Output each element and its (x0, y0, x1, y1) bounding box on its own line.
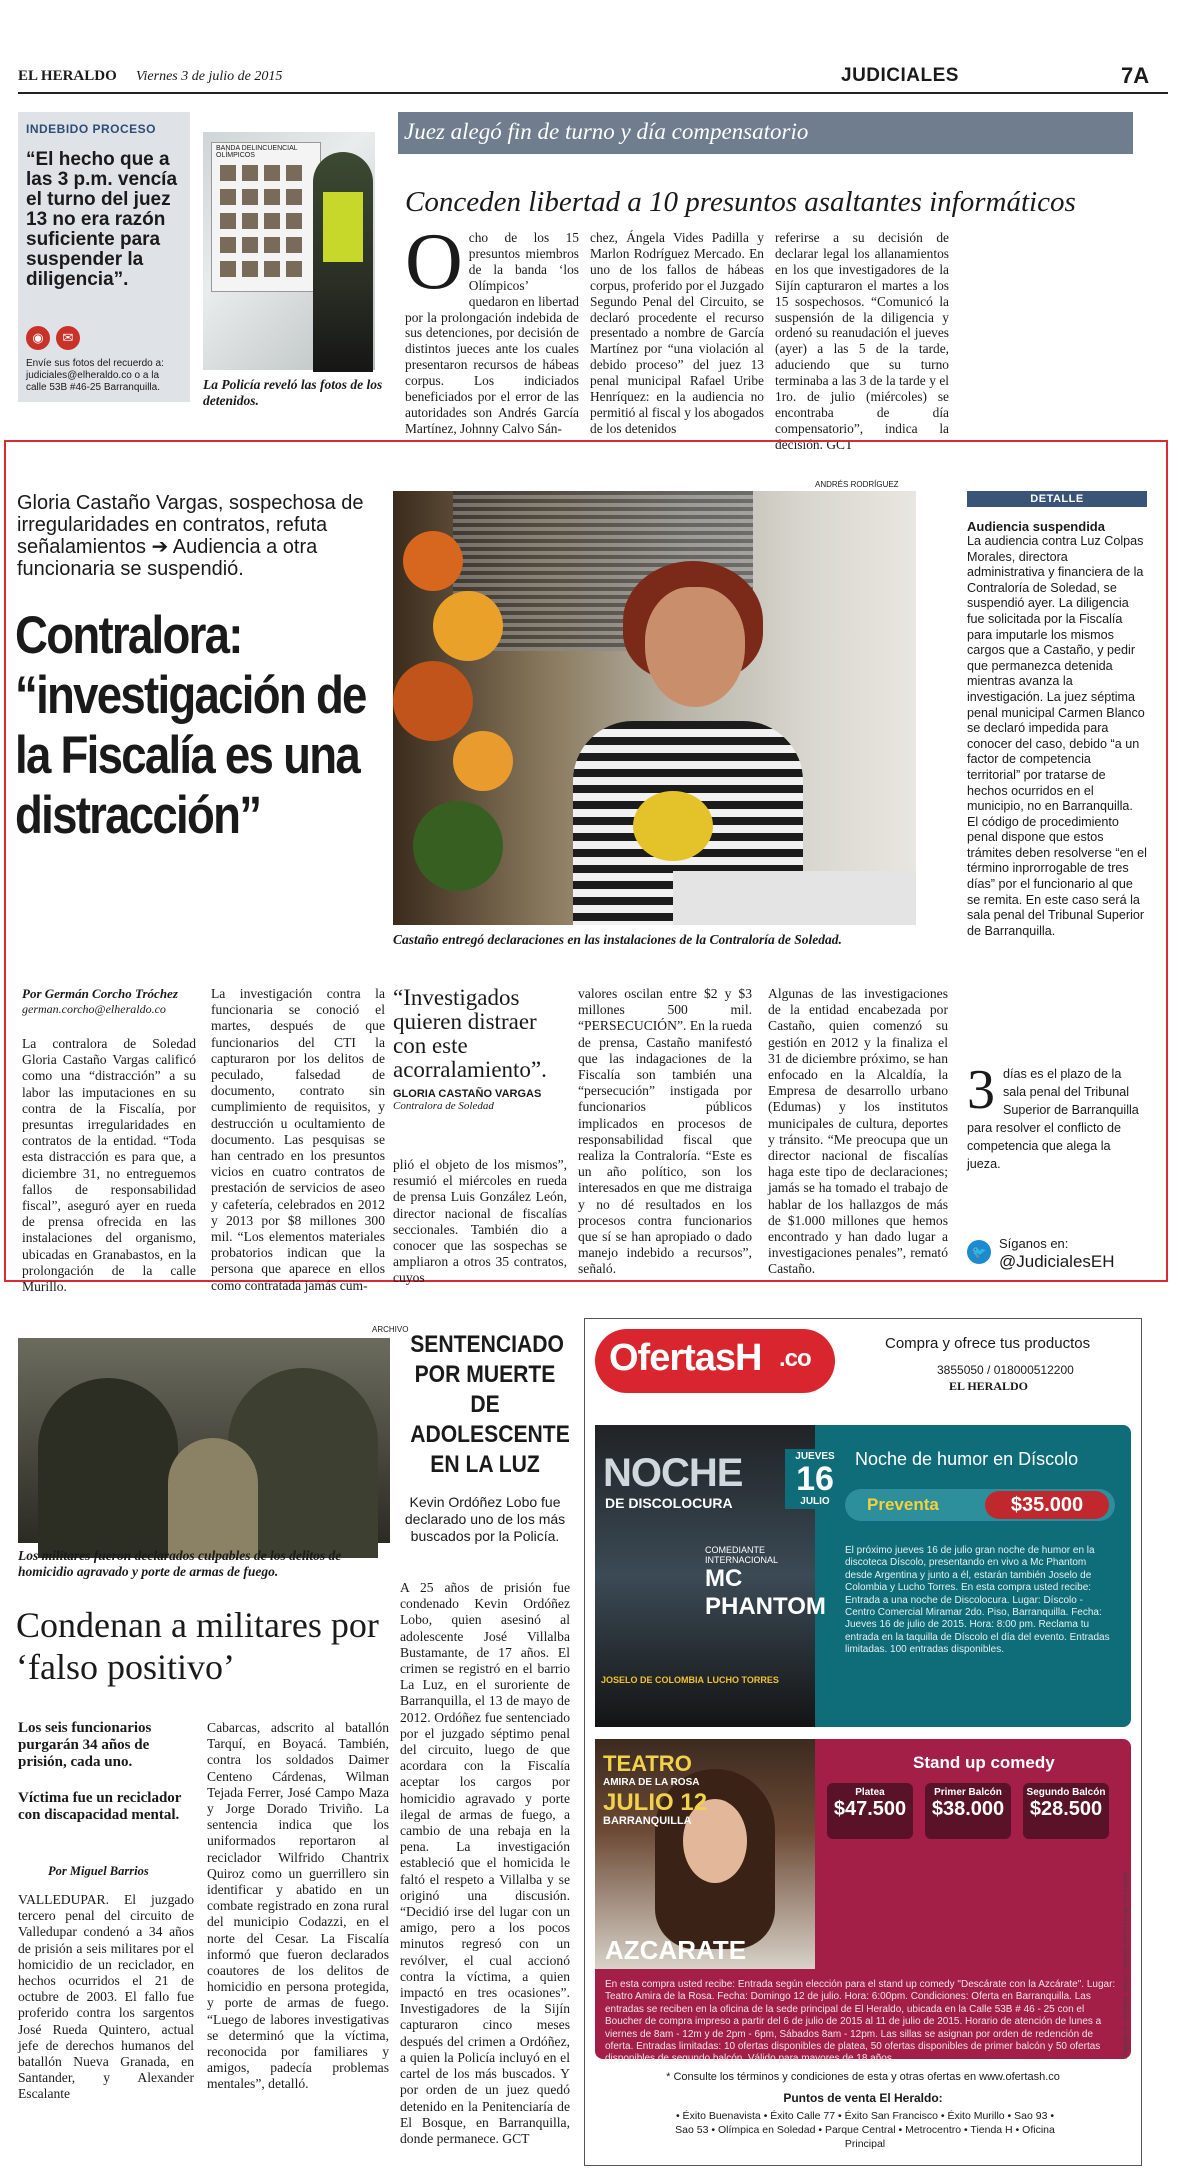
event-1-image (595, 1425, 826, 1727)
event-1-price[interactable] (845, 1489, 1115, 1521)
issue-date: Viernes 3 de julio de 2015 (136, 69, 283, 84)
police-photo (203, 132, 375, 370)
detail-body: La audiencia contra Luz Colpas Morales, directora administrativa y financiera de la Contraloría de Soledad, se suspendió ayer. La diligencia fue solicitada por la Fiscalía para imputarle los mismos cargos que a Castaño, y pedir que permanezca detenida mientras avanza la investigación. La juez séptima penal municipal Carmen Blanco se declaró impedida para conocer del caso, debido “a un factor de competencia territorial” por tratarse de hechos ocurridos en el municipio, no en Barranquilla. El código de procedimiento penal dispone que estos trámites deben resolverse “en el término inprorrogable de tres días” por el funcionario al que se remita. En este caso será la sala penal del Tribunal Superior de Barranquilla. (967, 534, 1147, 938)
military-photo-caption: Los militares fueron declarados culpables de los delitos de homicidio agravado y porte de armas de fuego. (18, 1548, 342, 1579)
event-2-image-t2: AMIRA DE LA ROSA (603, 1777, 700, 1788)
event-2-image-t1: TEATRO (603, 1751, 692, 1776)
top-headline: Conceden libertad a 10 presuntos asaltantes informáticos (405, 186, 1076, 218)
twitter-bird-icon: 🐦 (967, 1240, 991, 1264)
ad-slogan: Compra y ofrece tus productos (885, 1335, 1091, 1352)
mail-icon: ✉ (56, 326, 80, 350)
main-col-5: Algunas de las investigaciones de la entidad encabezada por Castaño, quien comenzó su gestión en 2012 y la finaliza el 31 de diciembre próximo, se han enfocado en la Alcaldía, la Empresa de desarrollo urbano (Edumas) y los institutos municipales de cultura, deportes y tránsito. “Me preocupa que un director nacional de fiscalías haga este tipo de declaraciones; jamás se ha tomado el trabajo de hablar de los hallazgos de más de $1.000 millones que hemos encontrado y han dado lugar a investigaciones penales”, remató Castaño. (768, 986, 948, 1277)
pull-quote-role: Contralora de Soledad (393, 1100, 494, 1112)
main-col-4: valores oscilan entre $2 y $3 millones 500 mil. “PERSECUCIÓN”. En la rueda de prensa, Castaño manifestó que las indagaciones de la Fiscalía son también una “persecución” instigada por funcionarios públicos implicados en procesos de responsabilidad fiscal que realiza la Contraloría. “Este es un año político, son los interesados en que me distraiga y no dé resultados en los procesos contra funcionarios que sí se han apropiado o dado manejo indebido a recursos”, señaló. (578, 986, 752, 1277)
event-1-day-label: JUEVES (795, 1451, 835, 1462)
price-segundo-balcon-label: Segundo Balcón (1026, 1787, 1106, 1798)
top-story-body (405, 218, 1135, 452)
detail-title: Audiencia suspendida (967, 519, 1105, 534)
military-col-2: Cabarcas, adscrito al batallón Tarquí, en Boyacá. También, contra los soldados Daimer Centeno Cárdenas, Wilman Tejada Ferrer, José Campo Maza y Jorge Dorado Triviño. La sentencia indica que los uniformados reportaron al reciclador Wilfrido Chantrix Quiroz como un guerrillero sin identificar y abatido en un combate registrado en zona rural del municipio Codazzi, en el norte del Cesar. La Fiscalía informó que fueron declarados coautores de los delitos de homicidio en persona protegida, y porte de armas de fuego. “Luego de labores investigativas se determinó que la víctima, reconocida por familiares y amigos, padecía problemas mentales”, detalló. (207, 1720, 389, 2092)
pull-quote-name: GLORIA CASTAÑO VARGAS (393, 1088, 542, 1100)
event-1-image-big: NOCHE (603, 1451, 743, 1495)
main-photo-caption: Castaño entregó declaraciones en las instalaciones de la Contraloría de Soledad. (393, 932, 842, 947)
follow-label: Síganos en: (999, 1236, 1069, 1251)
event-2-image-t5: AZCARATE (605, 1935, 747, 1965)
event-1-price-label: Preventa (867, 1495, 939, 1514)
detail-tag: DETALLE (967, 491, 1147, 507)
top-kicker: Juez alegó fin de turno y día compensatorio (404, 119, 809, 144)
stores-list: • Éxito Buenavista • Éxito Calle 77 • Éxito San Francisco • Éxito Murillo • Sao 93 • Sao 53 • Olímpica en Soledad • Parque Central • Metrocentro • Tienda H • Oficina Principal (675, 2110, 1055, 2150)
event-1-description: El próximo jueves 16 de julio gran noche de humor en la discoteca Díscolo, presentando en vivo a Mc Phantom desde Argentina y junto a él, estarán también Joselo de Colombia y Lucho Torres. En esta compra usted recibe: Entrada a una noche de Discolocura. Lugar: Díscolo - Centro Comercial Miramar 2do. Piso, Barranquilla. Fecha: Jueves 16 de julio de 2015. Hora: 8:00 pm. Reclama tu entrada en la taquilla de Díscolo el día del evento. Entradas limitadas. 100 entradas disponibles. (845, 1545, 1110, 1656)
price-platea-label: Platea (855, 1787, 885, 1798)
ofertas-logo[interactable] (595, 1329, 835, 1393)
sentenced-body: A 25 años de prisión fue condenado Kevin Ordóñez Lobo, quien asesinó al adolescente José Villalba Bustamante, de 17 años. El crimen se registró en el barrio La Luz, en el suroriente de Barranquilla, el 13 de mayo de 2012. Ordóñez fue sentenciado por el juzgado séptimo penal del circuito, luego de que acordara con la Fiscalía aceptar los cargos por homicidio agravado y porte ilegal de armas de fuego, a cambio de una rebaja en la pena. La investigación estableció que el homicida le faltó el respeto a Villalba y se originó una discusión. “Decidió irse del lugar con un amigo, pero a los pocos minutos regresó con un revólver, el cual accionó contra la víctima, a quien impactó en tres ocasiones”. Investigadores de la Sijín capturaron cinco meses después del crimen a Ordóñez, a quien la Policía incluyó en el cartel de los más buscados. Y por orden de un juez quedó detenido en la Penitenciaría de El Bosque, en Barranquilla, donde permanece. GCT (400, 1580, 570, 2146)
newspaper-name: EL HERALDO (18, 68, 117, 84)
event-card-standup[interactable] (595, 1739, 1131, 2065)
fact-number: 3 (967, 1059, 995, 1121)
page-number: 7A (1121, 63, 1150, 88)
price-platea[interactable] (827, 1783, 913, 1839)
military-photo (18, 1338, 390, 1543)
military-subhead-2: Víctima fue un reciclador con discapacidad mental. (18, 1790, 182, 1823)
ad-terms[interactable]: * Consulte los términos y condiciones de esta y otras ofertas en www.ofertash.co (666, 2071, 1060, 2083)
military-byline: Por Miguel Barrios (48, 1864, 149, 1878)
suspects-board (211, 142, 321, 292)
price-segundo-balcon-value: $28.500 (1029, 1798, 1103, 1820)
main-headline: Contralora: “investigación de la Fiscalía es una distracción” (15, 606, 366, 845)
section-name: JUDICIALES (841, 65, 959, 86)
detail-fact (967, 1059, 1147, 1173)
quote-box (18, 112, 190, 402)
event-2-description: En esta compra usted recibe: Entrada según elección para el stand up comedy "Descárate con la Azcárate". Lugar: Teatro Amira de la Rosa. Fecha: Domingo 12 de julio. Hora: 6:00pm. Condiciones: Oferta en Barranquilla. Las entradas se reciben en la oficina de la sede principal de El Heraldo, ubicada en la Calle 53B # 46 - 25 con el Boucher de compra impreso a partir del 6 de julio de 2015 al 11 de julio de 2015. Horario de atención de lunes a viernes de 8am - 12m y de 2pm - 6pm, Sábados 8am - 12pm. Las sillas se asignan por orden de redención de oferta. Entradas limitadas: 10 ofertas disponibles de platea, 50 ofertas disponibles de primer balcón y 50 ofertas disponibles de segundo balcón. Válido para mayores de 18 años. (605, 1979, 1116, 2065)
page-header (18, 58, 1168, 94)
logo-suffix: .co (779, 1345, 811, 1372)
event-1-day: 16 (796, 1460, 834, 1498)
top-col-1-text: cho de los 15 presuntos miembros de la banda ‘los Olímpicos’ quedaron en libertad por la prolongación indebida de sus detenciones, por decisión de distintos jueces ante los cuales presentaron recursos de hábeas corpus. Los indiciados beneficiados por el error de las autoridades son Andrés García Martínez, Johnny Calvo Sán- (405, 230, 579, 436)
quote-text: “El hecho que a las 3 p.m. vencía el turno del juez 13 no era razón suficiente para suspender la diligencia”. (26, 149, 178, 290)
ad-paper: EL HERALDO (949, 1379, 1029, 1393)
stores-title: Puntos de venta El Heraldo: (783, 2091, 943, 2105)
top-col-2: chez, Ángela Vides Padilla y Marlon Rodríguez Mercado. En uno de los fallos de hábeas corpus, proferido por el Juzgado Segundo Penal del Circuito, se declaró procedente el recurso presentado a nombre de García Martínez por “una violación al debido proceso” del juez 13 penal municipal Rafael Uribe Henríquez: en la audiencia no permitió al fiscal y los abogados de los detenidos (590, 230, 764, 436)
fact-text: días es el plazo de la sala penal del Tribunal Superior de Barranquilla para resolver el conflicto de competencia que alega la jueza. (967, 1067, 1139, 1171)
sentenced-subhead: Kevin Ordóñez Lobo fue declarado uno de los más buscados por la Policía. (404, 1494, 566, 1544)
price-segundo-balcon[interactable] (1023, 1783, 1109, 1839)
top-photo-caption: La Policía reveló las fotos de los detenidos. (203, 377, 383, 408)
military-photo-credit: ARCHIVO (372, 1325, 409, 1334)
ofertas-ad[interactable] (584, 1318, 1142, 2166)
main-photo-credit: ANDRÉS RODRÍGUEZ (815, 480, 899, 489)
main-photo (393, 491, 916, 925)
logo-text: OfertasH (609, 1337, 762, 1379)
twitter-handle[interactable]: @JudicialesEH (999, 1252, 1115, 1271)
top-col-3: referirse a su decisión de declarar legal los allanamientos en los que investigadores de la Sijín capturaron el martes a los 15 sospechosos. “Comunicó la suspensión de la diligencia y ordenó su reanudación el jueves (ayer) a las 5 de la tarde, aduciendo que su turno terminaba a las 3 de la tarde y el 1ro. de julio (miércoles) se encontraba de día compensatorio”, indica la decisión. GCT (775, 230, 949, 452)
event-card-humor[interactable] (595, 1425, 1131, 1727)
price-primer-balcon[interactable] (925, 1783, 1011, 1839)
dropcap: O (405, 218, 463, 306)
pull-quote-text: “Investigados quieren distraer con este acorralamiento”. (393, 985, 547, 1082)
price-platea-value: $47.500 (833, 1798, 907, 1820)
event-2-image (595, 1739, 815, 1969)
event-1-price-value: $35.000 (985, 1491, 1109, 1519)
contact-info: Envíe sus fotos del recuerdo a: judiciales@elheraldo.co o a la calle 53B #46-25 Barranquilla. (26, 358, 164, 393)
byline-name: Por Germán Corcho Tróchez (22, 986, 178, 1001)
contact-icons (26, 326, 182, 350)
military-col-1: VALLEDUPAR. El juzgado tercero penal del circuito de Valledupar condenó a 34 años de prisión a seis militares por el homicidio de un reciclador, en hechos ocurridos el 21 de octubre de 2003. El fallo fue proferido contra los sargentos José Rueda Quintero, actual jefe de derechos humanos del batallón Nueva Granada, en Santander, y Alexander Escalante (18, 1892, 194, 2102)
event-1-guest-2: LUCHO TORRES (707, 1675, 779, 1685)
main-byline (22, 986, 196, 1017)
main-col-1: La contralora de Soledad Gloria Castaño Vargas calificó como una “distracción” a su labor las imputaciones en su contra de la Fiscalía, por presuntas irregularidades en contratos de la entidad. “Toda esta distracción es para que, a diciembre 31, no entreguemos fallos de responsabilidad fiscal”, aseguró ayer en rueda de prensa ofrecida en las instalaciones del organismo, ubicadas en Granabastos, en la prolongación de la calle Murillo. (22, 1036, 196, 1295)
event-1-artist-label: COMEDIANTE INTERNACIONAL (705, 1545, 779, 1565)
price-primer-balcon-label: Primer Balcón (934, 1787, 1002, 1798)
byline-email[interactable]: german.corcho@elheraldo.co (22, 1002, 166, 1016)
main-kicker: Gloria Castaño Vargas, sospechosa de irregularidades en contratos, refuta señalamientos ➔ Audiencia a otra funcionaria se suspendió. (17, 492, 364, 580)
event-2-image-t4: BARRANQUILLA (603, 1815, 692, 1827)
ad-side-note: Imágenes de referencia. Vence: Contenido Oferta Incluye. IVA Incluido. (1123, 1869, 1129, 2059)
sentenced-headline: SENTENCIADO POR MUERTE DE ADOLESCENTE EN LA LUZ (410, 1331, 570, 1478)
military-headline: Condenan a militares por ‘falso positivo’ (16, 1605, 379, 1687)
event-2-image-t3: JULIO 12 (603, 1789, 708, 1816)
event-1-guest-1: JOSELO DE COLOMBIA (601, 1675, 705, 1685)
event-1-image-small: DE DISCOLOCURA (605, 1495, 733, 1511)
camera-icon: ◉ (26, 326, 50, 350)
pull-quote (393, 986, 563, 1112)
event-1-date (785, 1449, 845, 1509)
military-subhead-1: Los seis funcionarios purgarán 34 años de prisión, cada uno. (18, 1720, 152, 1770)
board-title: BANDA DELINCUENCIAL OLÍMPICOS (216, 145, 298, 159)
ad-phone: 3855050 / 018000512200 (937, 1363, 1074, 1377)
top-col-1 (405, 218, 579, 436)
top-kicker-bar (398, 112, 1133, 154)
quote-tag: INDEBIDO PROCESO (26, 122, 157, 136)
main-col-3: plió el objeto de los mismos”, resumió el miércoles en rueda de prensa Luis González León, director nacional de fiscalías seccionales. También dio a conocer que las sospechas se ampliaron a otros 35 contratos, cuyos (393, 1157, 567, 1286)
event-1-month: JULIO (800, 1496, 830, 1507)
event-1-title: Noche de humor en Díscolo (855, 1449, 1079, 1469)
event-1-artist: MC PHANTOM (705, 1565, 826, 1620)
main-col-2: La investigación contra la funcionaria se conoció el martes, después de que funcionarios del CTI la capturaron por los delitos de peculado, falsedad de documento, contrato sin cumplimiento de requisitos, y destrucción u ocultamiento de documento. Las pesquisas se han centrado en los presuntos vicios en cuatro contratos de prestación de servicios de aseo y cafetería, celebrados en 2012 y 2013 por $8 millones 300 mil. “Los elementos materiales probatorios indican que la persona que aparece en ellos como contratada jamás cum- (211, 986, 385, 1293)
price-primer-balcon-value: $38.000 (931, 1798, 1005, 1820)
event-2-title: Stand up comedy (913, 1753, 1055, 1772)
